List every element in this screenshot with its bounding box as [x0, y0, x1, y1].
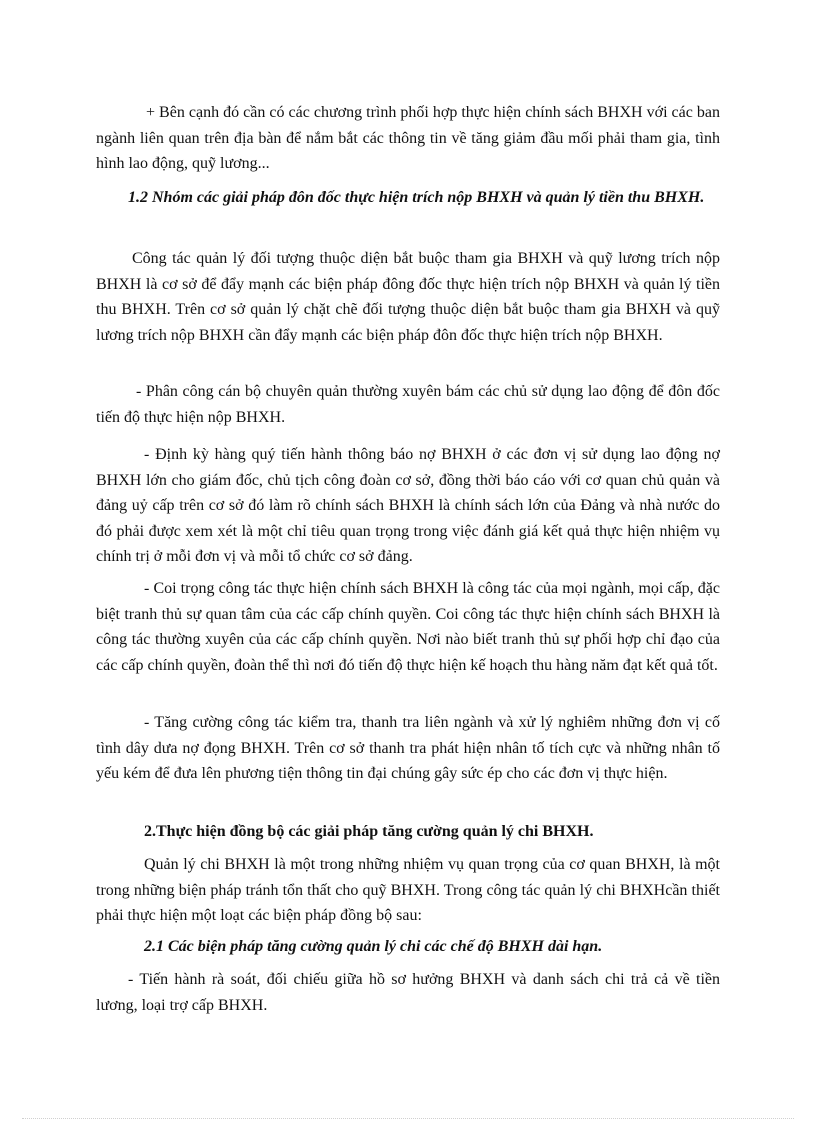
heading-section-2-1: 2.1 Các biện pháp tăng cường quản lý chi các chế độ BHXH dài hạn.	[144, 938, 603, 955]
paragraph-quarterly-debt-notice: - Định kỳ hàng quý tiến hành thông báo nợ BHXH ở các đơn vị sử dụng lao động nợ BHXH lớn cho giám đốc, chủ tịch công đoàn cơ sở, đồng thời báo cáo với cơ quan chủ quản và đảng uỷ cấp trên cơ sở đó làm rõ chính sách BHXH là chính sách lớn của Đảng và nhà nước do đó phải được xem xét là một chỉ tiêu quan trọng trong việc đánh giá kết quả thực hiện nhiệm vụ chính trị ở mỗi đơn vị và mỗi tổ chức cơ sở đảng.	[96, 446, 720, 565]
heading-section-1-2: 1.2 Nhóm các giải pháp đôn đốc thực hiện trích nộp BHXH và quản lý tiền thu BHXH.	[128, 189, 705, 206]
paragraph-coordination-programs: + Bên cạnh đó cần có các chương trình phối hợp thực hiện chính sách BHXH với các ban ngành liên quan trên địa bàn để nắm bắt các thông tin về tăng giảm đầu mối phải tham gia, tình hình lao động, quỹ lương...	[96, 104, 720, 172]
paragraph-review-records: - Tiến hành rà soát, đối chiếu giữa hồ sơ hưởng BHXH và danh sách chi trả cả về tiền lương, loại trợ cấp BHXH.	[96, 971, 720, 1014]
heading-section-2: 2.Thực hiện đồng bộ các giải pháp tăng cường quản lý chi BHXH.	[144, 823, 594, 840]
paragraph-government-coordination: - Coi trọng công tác thực hiện chính sách BHXH là công tác của mọi ngành, mọi cấp, đặc biệt tranh thủ sự quan tâm của các cấp chính quyền. Coi công tác thực hiện chính sách BHXH là công tác thường xuyên của các cấp chính quyền. Nơi nào biết tranh thủ sự phối hợp chỉ đạo của các cấp chính quyền, đoàn thể thì nơi đó tiến độ thực hiện kế hoạch thu hàng năm đạt kết quả tốt.	[96, 580, 720, 674]
paragraph-management-overview: Công tác quản lý đối tượng thuộc diện bắt buộc tham gia BHXH và quỹ lương trích nộp BHXH là cơ sở để đẩy mạnh các biện pháp đông đốc thực hiện trích nộp BHXH và quản lý tiền thu BHXH. Trên cơ sở quản lý chặt chẽ đối tượng thuộc diện bắt buộc tham gia BHXH và quỹ lương trích nộp BHXH cần đẩy mạnh các biện pháp đôn đốc thực hiện trích nộp BHXH.	[96, 250, 720, 344]
paragraph-expenditure-management: Quản lý chi BHXH là một trong những nhiệm vụ quan trọng của cơ quan BHXH, là một trong những biện pháp tránh tổn thất cho quỹ BHXH. Trong công tác quản lý chi BHXHcần thiết phải thực hiện một loạt các biện pháp đồng bộ sau:	[96, 856, 720, 924]
page-bottom-border	[22, 1118, 794, 1119]
paragraph-inspection: - Tăng cường công tác kiểm tra, thanh tra liên ngành và xử lý nghiêm những đơn vị cố tình dây dưa nợ đọng BHXH. Trên cơ sở thanh tra phát hiện nhân tố tích cực và những nhân tố yếu kém để đưa lên phương tiện thông tin đại chúng gây sức ép cho các đơn vị thực hiện.	[96, 714, 720, 782]
paragraph-assign-staff: - Phân công cán bộ chuyên quản thường xuyên bám các chủ sử dụng lao động để đôn đốc tiến độ thực hiện nộp BHXH.	[96, 383, 720, 426]
